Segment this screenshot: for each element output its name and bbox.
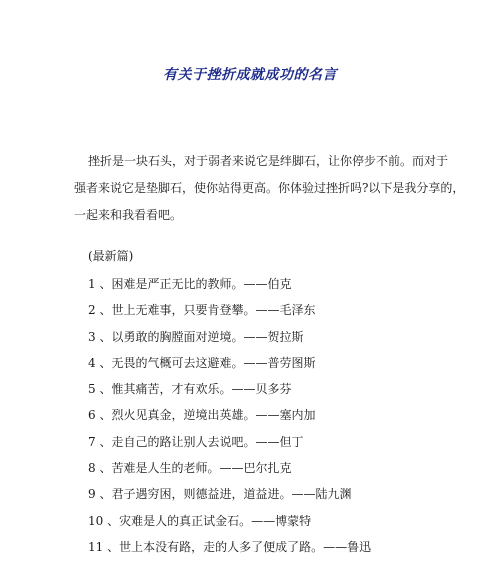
quote-item-3: 3 、以勇敢的胸膛面对逆境。——贺拉斯 [88,329,304,344]
quote-item-2: 2 、世上无难事，只要肯登攀。——毛泽东 [88,303,316,318]
intro-paragraph [74,148,465,229]
quote-item-7: 7 、走自己的路让别人去说吧。——但丁 [88,434,304,449]
quote-item-1: 1 、困难是严正无比的教师。——伯克 [88,277,292,291]
quote-item-9: 9 、君子遇穷困，则德益进，道益进。——陆九渊 [88,487,352,502]
quote-item-5: 5 、惟其痛苦，才有欢乐。——贝多芬 [88,382,292,397]
intro-line-1: 挫折是一块石头，对于弱者来说它是绊脚石，让你停步不前。而对于 [88,154,449,168]
intro-line-3: 一起来和我看看吧。 [74,208,183,222]
quote-item-4: 4 、无畏的气概可去这避难。——普劳图斯 [88,355,316,370]
document-title: 有关于挫折成就成功的名言 [163,67,337,83]
quote-item-6: 6 、烈火见真金，逆境出英雄。——塞内加 [88,408,316,423]
quote-item-8: 8 、苦难是人生的老师。——巴尔扎克 [88,461,292,476]
quote-item-10: 10 、灾难是人的真正试金石。——博蒙特 [88,513,312,528]
quote-list [88,275,371,564]
quote-item-11: 11 、世上本没有路，走的人多了便成了路。——鲁迅 [88,539,372,554]
section-label: (最新篇) [88,249,134,263]
intro-line-2: 强者来说它是垫脚石，使你站得更高。你体验过挫折吗?以下是我分享的， [74,181,465,195]
